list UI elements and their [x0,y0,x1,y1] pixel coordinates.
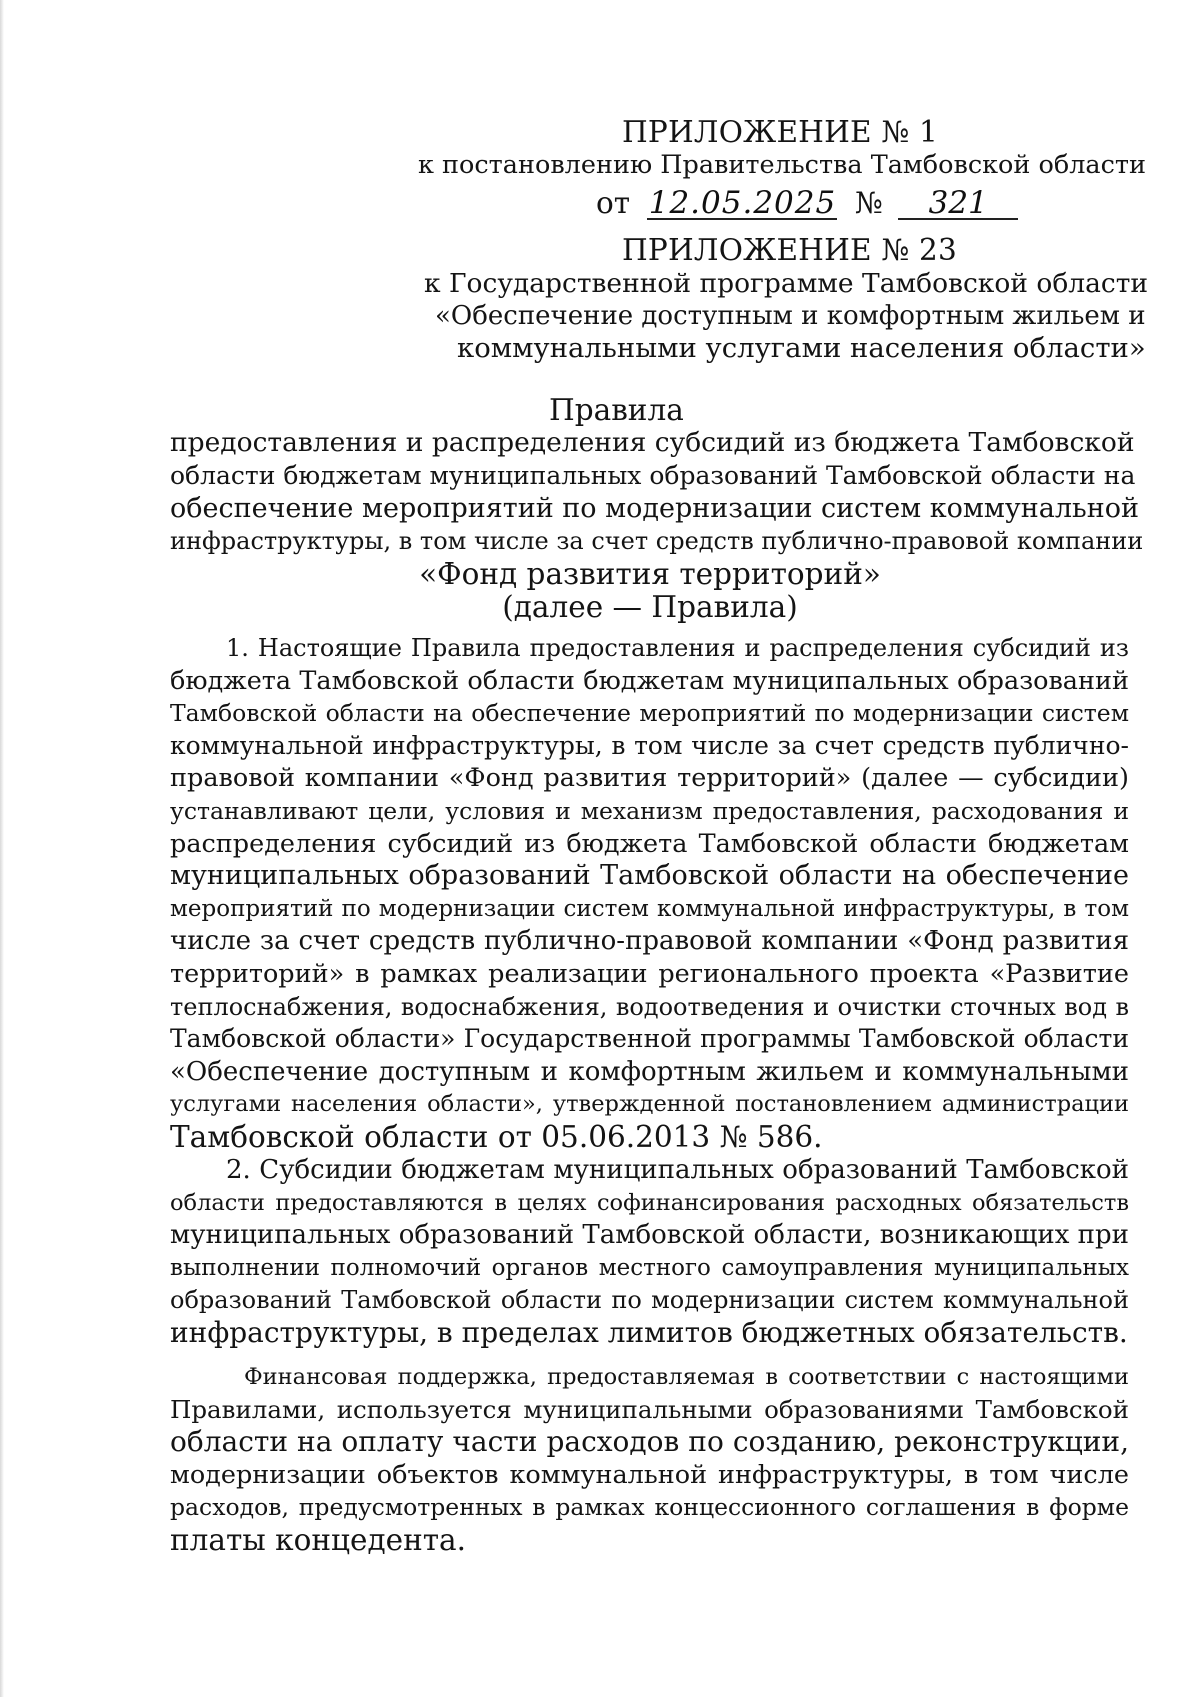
appendix-23-line-2: «Обеспечение доступным и комфортным жильем и [435,301,1146,331]
appendix-23-line-1: к Государственной программе Тамбовской области [424,268,1149,299]
paragraph-line: 2. Субсидии бюджетам муниципальных образований Тамбовской [226,1155,1129,1185]
appendix-23-title: ПРИЛОЖЕНИЕ № 23 [622,233,957,267]
paragraph-line: Правилами, используется муниципальными образованиями Тамбовской [170,1394,1129,1424]
paragraph-line: Тамбовской области» Государственной программы Тамбовской области [170,1024,1129,1054]
paragraph-line: Тамбовской области на обеспечение мероприятий по модернизации систем [170,699,1129,728]
rules-title-line: (далее — Правила) [502,590,798,624]
paragraph-line: области предоставляются в целях софинансирования расходных обязательств [170,1189,1129,1216]
number-sign: № [854,186,883,220]
paragraph-line: коммунальной инфраструктуры, в том числе за счет средств публично- [170,730,1129,760]
paragraph-line: теплоснабжения, водоснабжения, водоотведения и очистки сточных вод в [170,992,1129,1021]
paragraph-line: образований Тамбовской области по модернизации систем коммунальной [170,1286,1129,1315]
rules-title-line: инфраструктуры, в том числе за счет средств публично-правовой компании [170,527,1144,555]
paragraph-line: расходов, предусмотренных в рамках концессионного соглашения в форме [170,1493,1129,1522]
rules-title-line: «Фонд развития территорий» [419,557,881,591]
appendix-1-title: ПРИЛОЖЕНИЕ № 1 [622,115,939,149]
paragraph-line: устанавливают цели, условия и механизм предоставления, расходования и [170,796,1129,825]
rules-heading: Правила [549,393,684,427]
paragraph-line: «Обеспечение доступным и комфортным жильем и коммунальными [170,1056,1129,1087]
paragraph-2 [170,1154,1129,1350]
paragraph-line: бюджета Тамбовской области бюджетам муниципальных образований [170,665,1129,696]
resolution-date-line [596,185,1018,223]
paragraph-line: территорий» в рамках реализации регионального проекта «Развитие [170,958,1129,989]
paragraph-3 [170,1361,1129,1557]
appendix-1-reference: к постановлению Правительства Тамбовской области [418,150,1146,180]
paragraph-line: мероприятий по модернизации систем коммунальной инфраструктуры, в том [170,895,1129,922]
rules-title-block [170,426,1144,624]
paragraph-line: Тамбовской области от 05.06.2013 № 586. [170,1119,823,1154]
paragraph-line: области на оплату части расходов по созданию, реконструкции, [170,1425,1129,1459]
rules-title-line: области бюджетам муниципальных образований Тамбовской области на [170,461,1136,490]
appendix-23-line-3: коммунальными услугами населения области» [457,332,1146,364]
rules-title-line: обеспечение мероприятий по модернизации систем коммунальной [170,493,1139,524]
paragraph-line: 1. Настоящие Правила предоставления и распределения субсидий из [226,634,1129,662]
paragraph-line: муниципальных образований Тамбовской области на обеспечение [170,860,1129,892]
paragraph-line: правовой компании «Фонд развития территорий» (далее — субсидии) [170,763,1129,794]
scan-edge-shadow [0,0,4,1697]
handwritten-number: 321 [898,188,1018,220]
paragraph-1 [170,632,1129,1154]
handwritten-date: 12.05.2025 [648,185,837,221]
paragraph-line: муниципальных образований Тамбовской области, возникающих при [170,1220,1129,1251]
paragraph-line: услугами населения области», утвержденной постановлением администрации [170,1091,1129,1118]
paragraph-line: распределения субсидий из бюджета Тамбовской области бюджетам [170,828,1129,859]
paragraph-line: модернизации объектов коммунальной инфраструктуры, в том числе [170,1459,1129,1490]
paragraph-line: инфраструктуры, в пределах лимитов бюджетных обязательств. [170,1315,1128,1349]
date-prefix: от [596,186,631,220]
paragraph-line: Финансовая поддержка, предоставляемая в соответствии с настоящими [244,1364,1129,1390]
paragraph-line: выполнении полномочий органов местного самоуправления муниципальных [170,1254,1129,1281]
paragraph-line: числе за счет средств публично-правовой компании «Фонд развития [170,926,1129,957]
rules-title-line: предоставления и распределения субсидий из бюджета Тамбовской [170,427,1135,458]
paragraph-line: платы концедента. [170,1522,467,1557]
